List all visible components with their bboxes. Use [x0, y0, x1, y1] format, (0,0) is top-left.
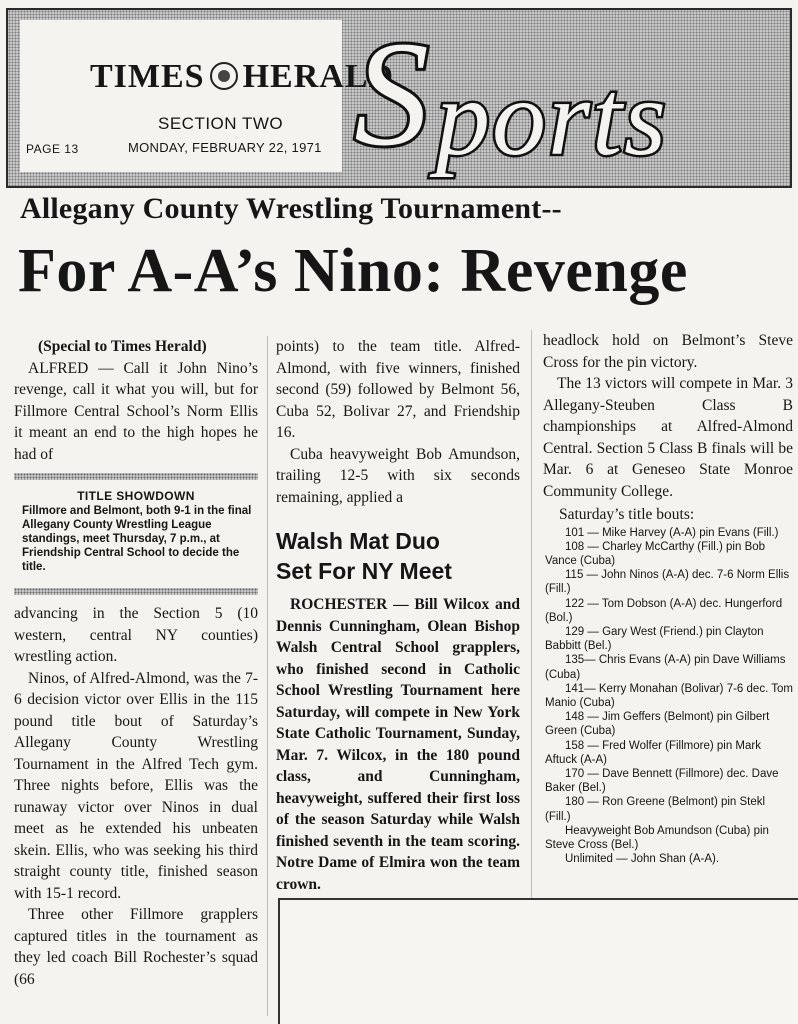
bout-result: 135— Chris Evans (A-A) pin Dave Williams (Cuba) [545, 654, 786, 681]
bout-result: 141— Kerry Monahan (Bolivar) 7-6 dec. Tom Manio (Cuba) [545, 682, 793, 709]
byline: (Special to Times Herald) [38, 338, 207, 355]
column-1 [14, 336, 258, 990]
issue-date: MONDAY, FEBRUARY 22, 1971 [128, 140, 322, 155]
bout-result: 108 — Charley McCarthy (Fill.) pin Bob Vance (Cuba) [545, 540, 766, 567]
title-showdown-body: Fillmore and Belmont, both 9-1 in the final Allegany County Wrestling League standings, meet Thursday, 7 p.m., at Friendship Central School to decide the title. [22, 505, 252, 573]
bout-result: 170 — Dave Bennett (Fillmore) dec. Dave Baker (Bel.) [545, 767, 779, 795]
bout-result: Unlimited — John Shan (A-A). [565, 853, 720, 866]
sports-logo-letter-s: S [354, 14, 425, 177]
column-divider [531, 330, 532, 898]
col1-paragraph: advancing in the Section 5 (10 western, central NY counties) wrestling action. [14, 605, 258, 665]
column-divider [267, 336, 268, 1016]
col3-paragraph: headlock hold on Belmont’s Steve Cross for the pin victory. [543, 332, 793, 371]
sidebar-headline-line-2: Set For NY Meet [276, 558, 452, 584]
bouts-label: Saturday’s title bouts: [559, 506, 695, 523]
column-2 [276, 336, 520, 895]
col3-paragraph: The 13 victors will compete in Mar. 3 Allegany-Steuben Class B championships at Alfred-Almond Central. Section 5 Class B finals will be Mar. 6 at Geneseo State Monroe Community College. [543, 375, 793, 500]
bout-result: 101 — Mike Harvey (A-A) pin Evans (Fill.) [565, 526, 779, 539]
masthead [6, 8, 792, 188]
bout-result: 115 — John Ninos (A-A) dec. 7-6 Norm Ellis (Fill.) [545, 569, 790, 596]
box-rule-bottom [14, 588, 258, 595]
column-3 [543, 330, 793, 866]
paper-name-right: HERALD [242, 58, 395, 95]
section-label: SECTION TWO [158, 114, 284, 133]
sports-logo-letters: ports [436, 59, 669, 178]
bout-result: Heavyweight Bob Amundson (Cuba) pin Steve Cross (Bel.) [545, 824, 769, 851]
box-rule-top [14, 473, 258, 480]
sidebar-headline-line-1: Walsh Mat Duo [276, 528, 440, 554]
bout-result: 180 — Ron Greene (Belmont) pin Stekl (Fill.) [545, 796, 766, 823]
kicker-headline: Allegany County Wrestling Tournament-- [20, 192, 562, 225]
bout-result: 148 — Jim Geffers (Belmont) pin Gilbert Green (Cuba) [545, 711, 770, 738]
sports-logo [348, 14, 788, 184]
page-number: PAGE 13 [26, 142, 79, 156]
seal-icon [210, 62, 238, 90]
sports-logo-graphic [348, 14, 788, 184]
col1-paragraph: Ninos, of Alfred-Almond, was the 7-6 decision victor over Ellis in the 115 pound title bout of Saturday’s Allegany County Wrestling Tournament in the Alfred Tech gym. Three nights before, Ellis was the runaway victor over Ninos in dual meet as he extended his unbeaten skein. Ellis, who was seeking his third straight county title, finished season with 15-1 record. [14, 669, 258, 902]
lead-paragraph: ALFRED — Call it John Nino’s revenge, call it what you will, but for Fillmore Central School’s Norm Ellis it meant an end to the high hopes he had of [14, 359, 258, 463]
title-showdown-heading: TITLE SHOWDOWN [77, 489, 195, 503]
empty-ad-space [278, 898, 798, 1024]
bouts-list [543, 526, 793, 867]
sidebar-headline [276, 526, 520, 586]
paper-name-left: TIMES [90, 58, 205, 95]
bout-result: 129 — Gary West (Friend.) pin Clayton Babbitt (Bel.) [545, 625, 764, 653]
bout-result: 122 — Tom Dobson (A-A) dec. Hungerford (Bol.) [545, 597, 783, 624]
col2-paragraph: points) to the team title. Alfred-Almond, with five winners, finished second (59) followed by Belmont 56, Cuba 52, Bolivar 27, and Friendship 16. [276, 338, 520, 441]
main-headline: For A-A’s Nino: Revenge [18, 237, 688, 305]
col1-paragraph: Three other Fillmore grapplers captured titles in the tournament as they led coach Bill Rochester’s squad (66 [14, 906, 258, 988]
sidebar-story-body: ROCHESTER — Bill Wilcox and Dennis Cunningham, Olean Bishop Walsh Central School grapplers, who finished second in Catholic School Wrestling Tournament here Saturday, will compete in New York State Catholic Tournament, Sunday, Mar. 7. Wilcox, in the 180 pound class, and Cunningham, heavyweight, suffered their first loss of the season Saturday while Walsh finished seventh in the team scoring. Notre Dame of Elmira won the team crown. [276, 596, 520, 893]
col2-paragraph: Cuba heavyweight Bob Amundson, trailing 12-5 with six seconds remaining, applied a [276, 445, 520, 506]
bout-result: 158 — Fred Wolfer (Fillmore) pin Mark Aftuck (A-A) [545, 739, 761, 766]
